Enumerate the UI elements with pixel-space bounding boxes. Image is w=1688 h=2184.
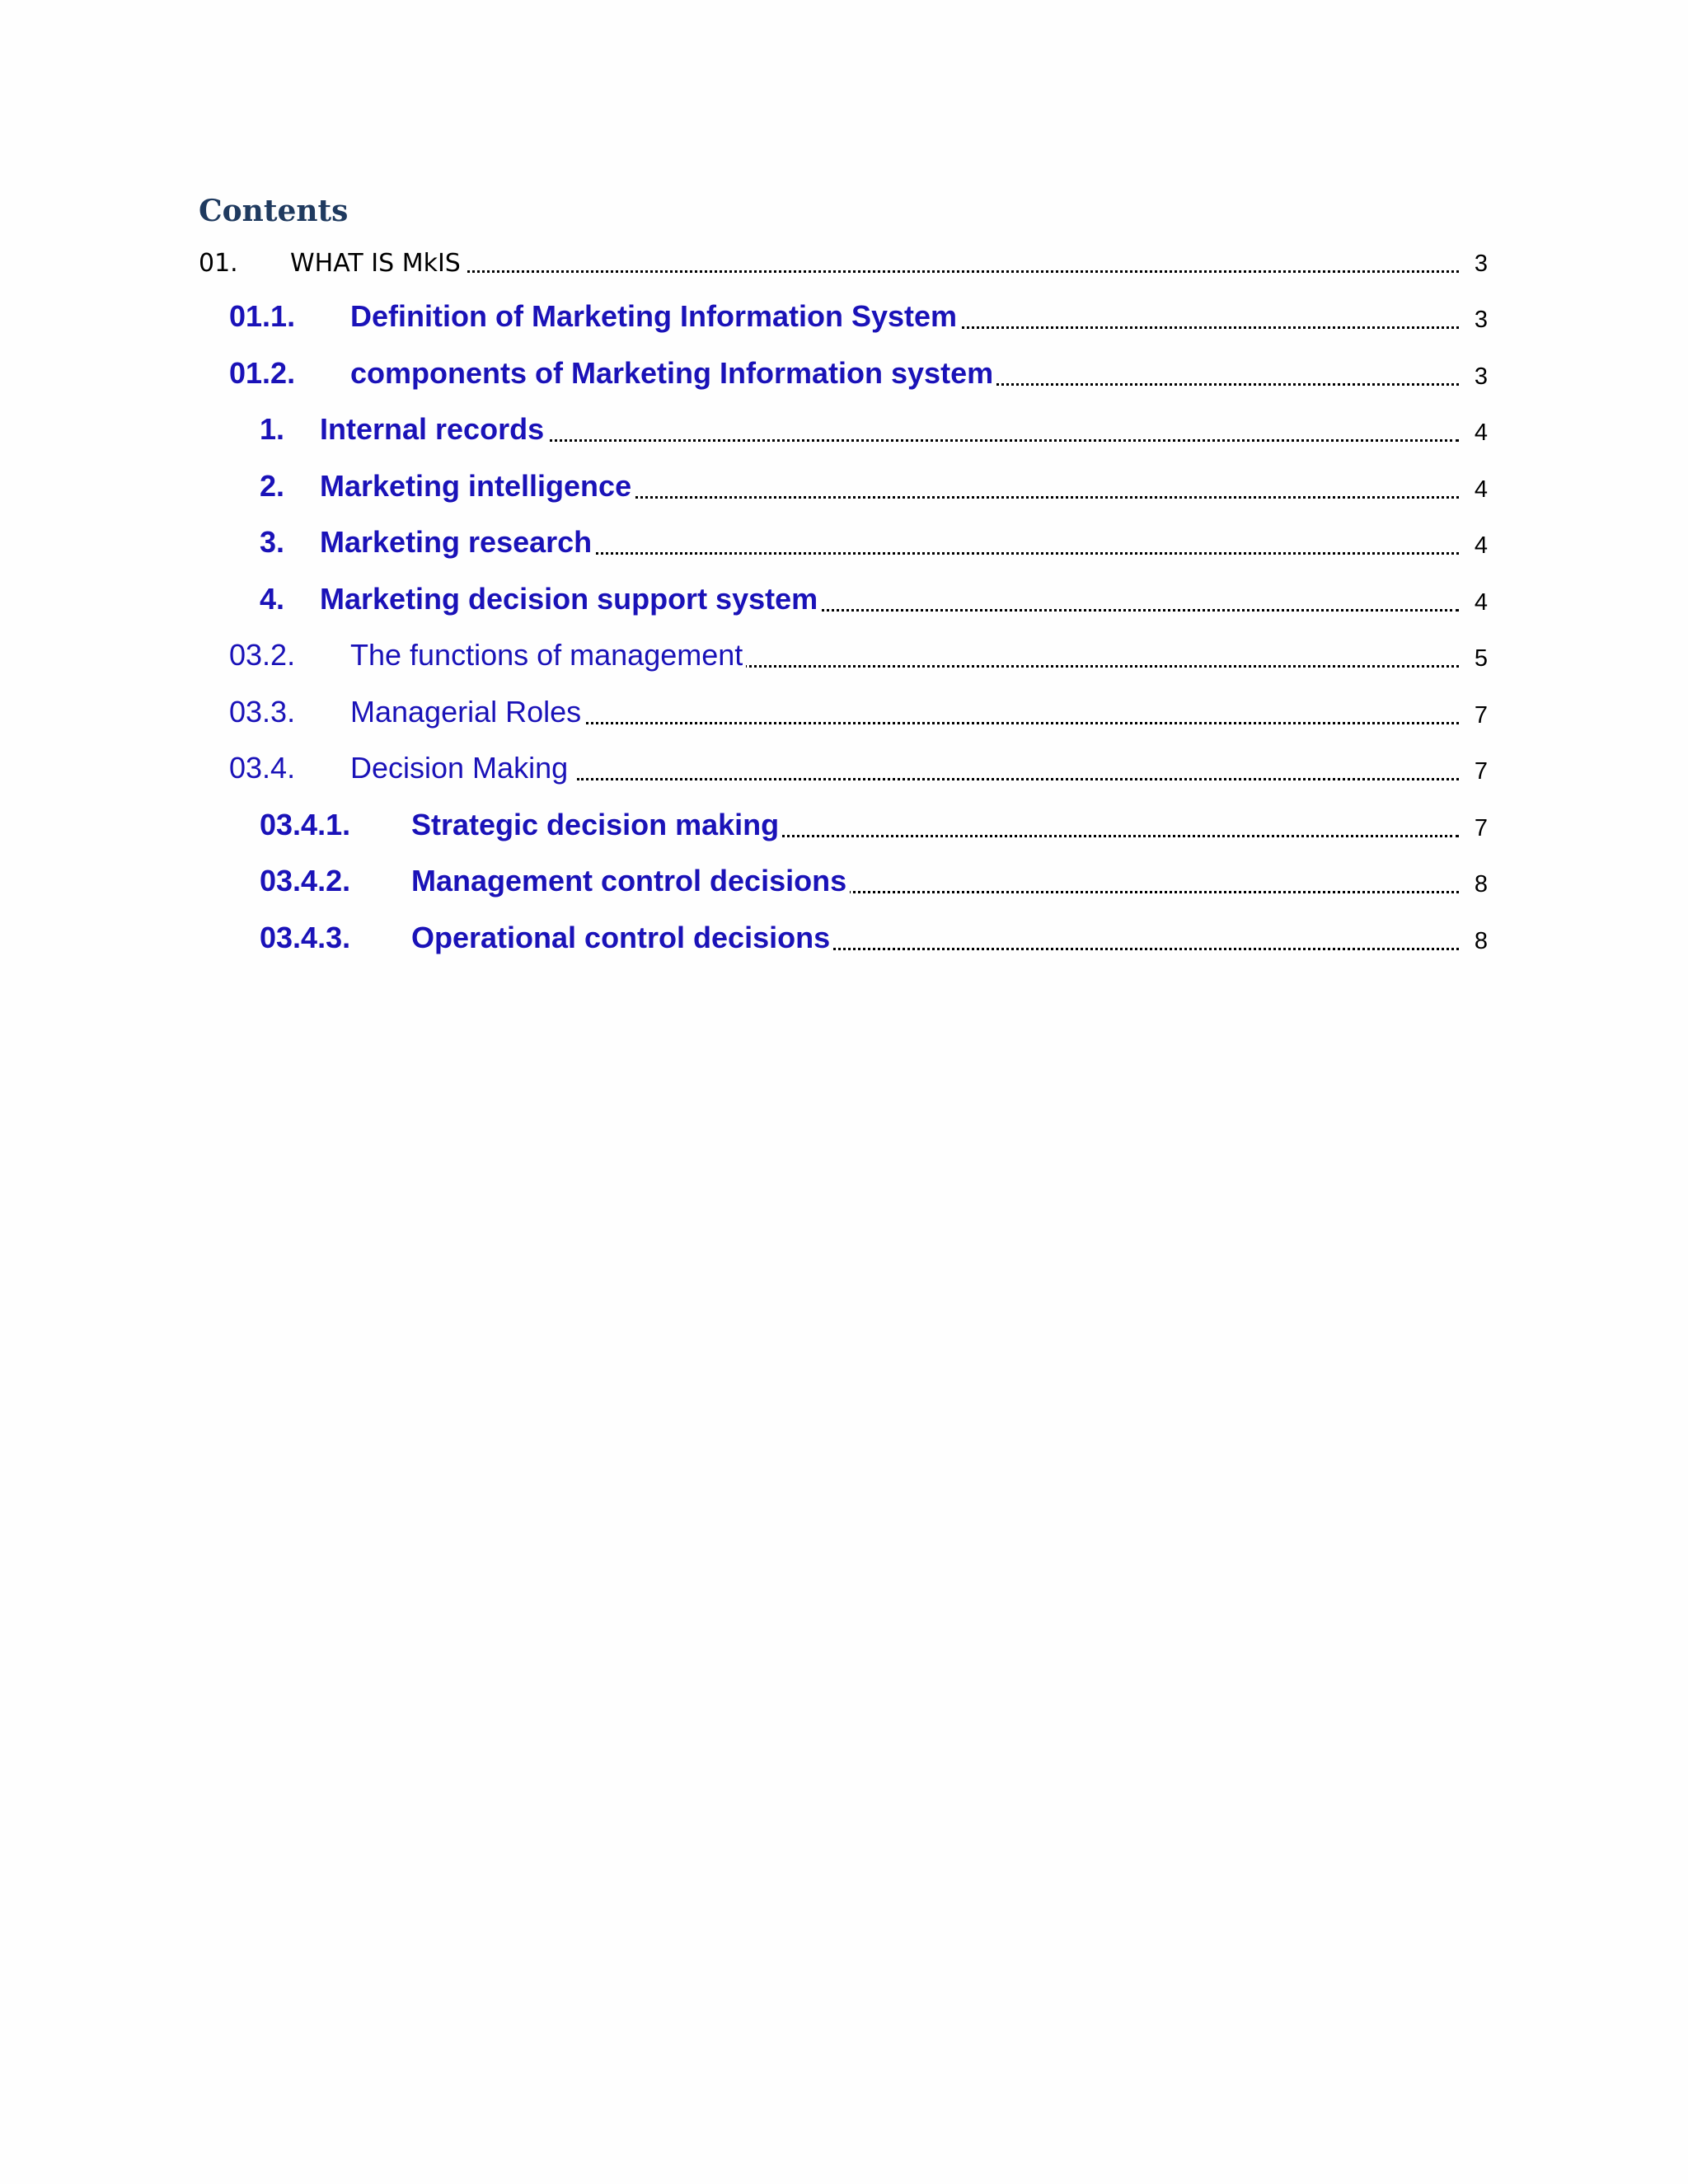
toc-entry[interactable] (0, 575, 1688, 621)
toc-entry-number: 03.2. (229, 638, 298, 673)
toc-entry-page: 7 (1471, 758, 1488, 785)
toc-entry-page: 4 (1471, 532, 1488, 560)
toc-entry-page: 3 (1471, 251, 1488, 278)
toc-entry-title: Marketing intelligence (320, 469, 635, 504)
toc-entry-title: components of Marketing Information system (350, 356, 996, 391)
toc-leader-dots (577, 552, 1459, 555)
toc-entry-page: 4 (1471, 419, 1488, 447)
toc-entry-number: 03.4.1. (260, 808, 354, 842)
toc-leader-dots (824, 948, 1459, 950)
toc-entry[interactable] (0, 518, 1688, 565)
toc-entry[interactable] (0, 405, 1688, 452)
toc-entry-number: 1. (260, 412, 288, 447)
toc-entry-title: Internal records (320, 412, 547, 447)
toc-entry-number: 01.1. (229, 299, 298, 334)
toc-entry-page: 8 (1471, 928, 1488, 955)
toc-entry-page: 5 (1471, 645, 1488, 673)
toc-entry[interactable] (0, 462, 1688, 509)
toc-entry-title: Operational control decisions (411, 921, 833, 955)
toc-entry-page: 7 (1471, 815, 1488, 842)
toc-entry-page: 4 (1471, 589, 1488, 616)
toc-entry-number: 2. (260, 469, 288, 504)
toc-leader-dots (824, 891, 1459, 893)
toc-entry-page: 3 (1471, 307, 1488, 334)
toc-entry-title: Definition of Marketing Information System (350, 299, 960, 334)
toc-entry-number: 01.2. (229, 356, 298, 391)
toc-entry-number: 03.4.2. (260, 864, 354, 898)
toc-entry-page: 8 (1471, 871, 1488, 898)
toc-entry-title: Management control decisions (411, 864, 850, 898)
toc-leader-dots (495, 439, 1459, 442)
toc-entry-title: Marketing research (320, 525, 595, 560)
toc-leader-dots (742, 835, 1459, 837)
toc-entry[interactable] (0, 801, 1688, 847)
toc-leader-dots (577, 496, 1459, 499)
toc-leader-dots (701, 665, 1459, 668)
toc-entry[interactable] (0, 293, 1688, 339)
toc-entry[interactable] (0, 914, 1688, 960)
toc-entry[interactable] (0, 744, 1688, 790)
toc-entry-page: 3 (1471, 363, 1488, 391)
toc-entry-title: Managerial Roles (350, 695, 584, 729)
toc-entry[interactable] (0, 349, 1688, 396)
toc-entry-title: WHAT IS MkIS (290, 249, 464, 278)
toc-leader-dots (742, 609, 1459, 612)
toc-entry-number: 4. (260, 582, 288, 616)
toc-entry-title: Strategic decision making (411, 808, 782, 842)
toc-leader-dots (577, 722, 1459, 724)
toc-leader-dots (462, 270, 1459, 273)
toc-entry-number: 03.4.3. (260, 921, 354, 955)
toc-entry[interactable] (0, 237, 1688, 283)
toc-entry-title: Decision Making (350, 751, 571, 785)
toc-entry-number: 3. (260, 525, 288, 560)
toc-leader-dots (907, 326, 1459, 329)
toc-heading: Contents (199, 194, 349, 228)
toc-leader-dots (577, 778, 1459, 780)
toc-entry-number: 03.3. (229, 695, 298, 729)
toc-entry-page: 4 (1471, 476, 1488, 504)
toc-entry-number: 03.4. (229, 751, 298, 785)
toc-entry-title: Marketing decision support system (320, 582, 821, 616)
toc-entry[interactable] (0, 688, 1688, 734)
toc-entry-number: 01. (199, 249, 241, 278)
toc-entry[interactable] (0, 857, 1688, 903)
toc-entry-page: 7 (1471, 702, 1488, 729)
toc-entry-title: The functions of management (350, 638, 746, 673)
toc-entry[interactable] (0, 631, 1688, 677)
